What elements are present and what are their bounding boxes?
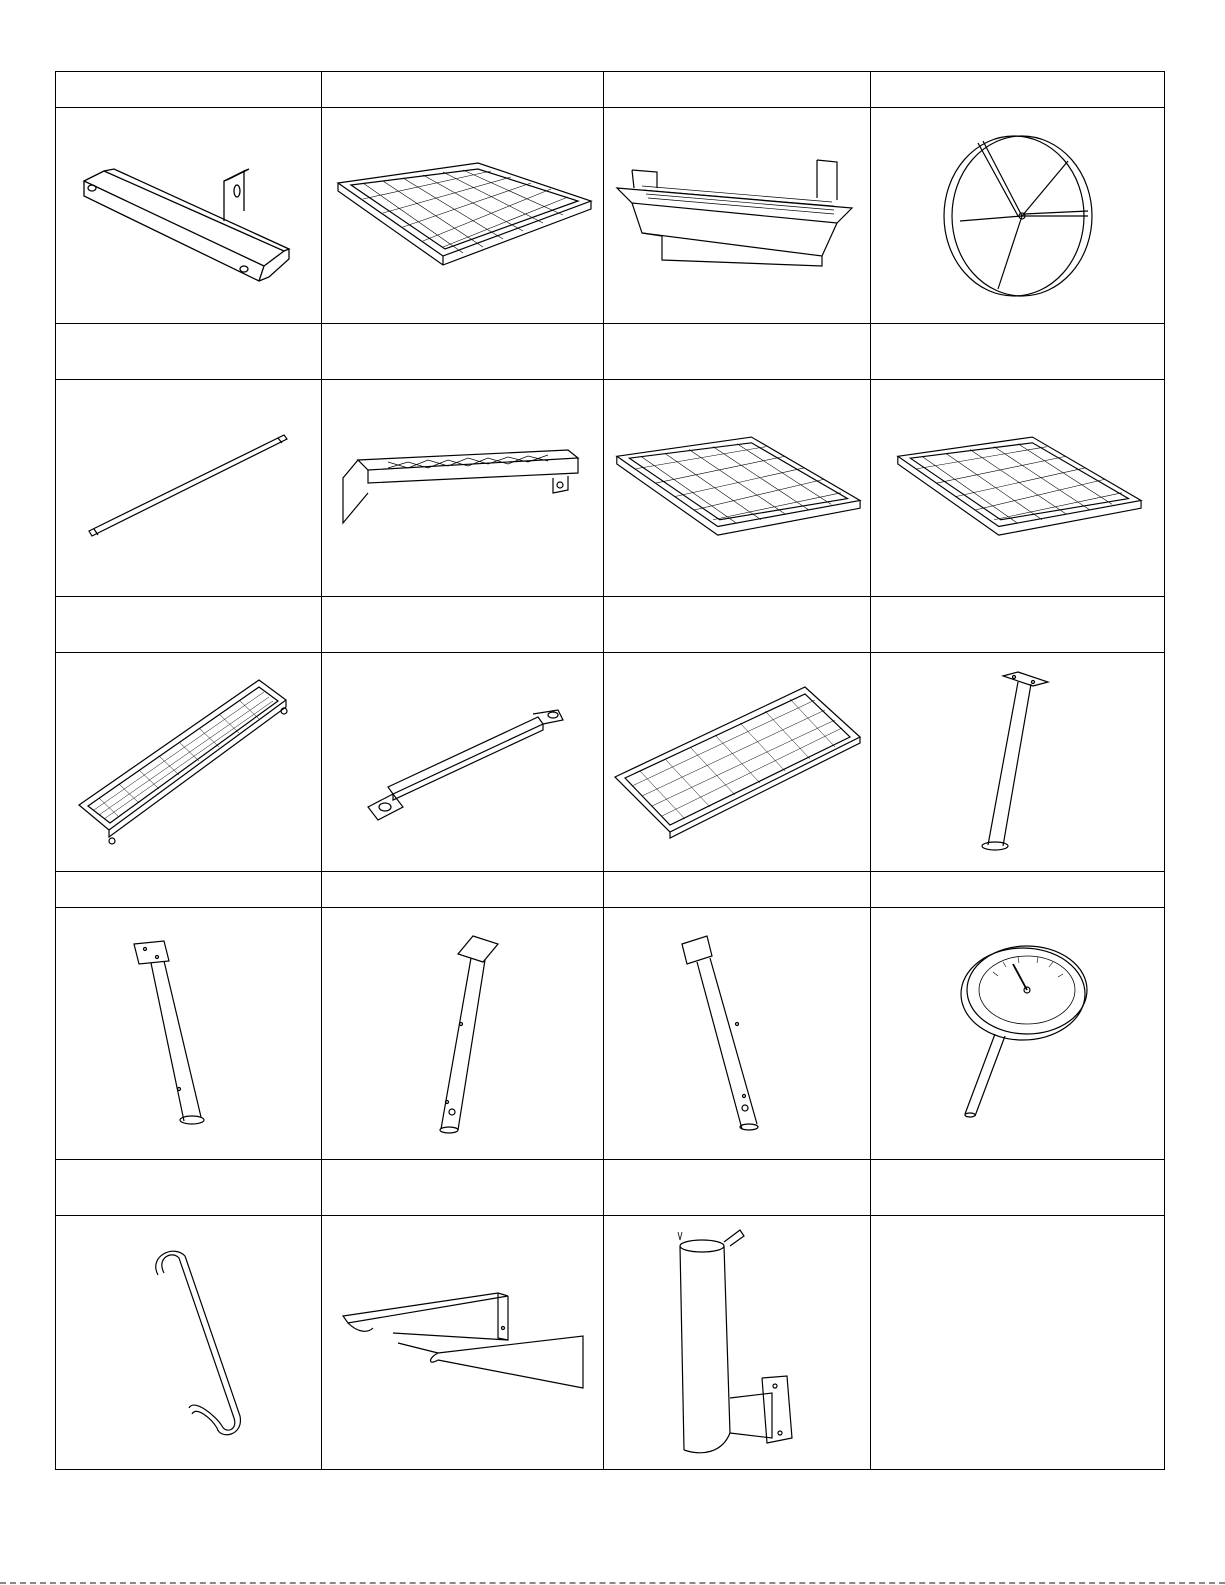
leg-with-wheel-hole-icon [677,934,797,1134]
part-cell [604,1216,871,1470]
part-cell [322,1216,604,1470]
long-grate-icon [74,675,304,850]
part-label [322,324,604,380]
damper-wheel-icon [938,131,1098,301]
part-cell [56,380,322,597]
part-cell [604,380,871,597]
leg-with-wheel-hole-icon [403,934,523,1134]
part-label [604,597,871,653]
angle-bracket-icon [74,141,304,291]
page-bottom-dashed-border [0,1582,1225,1584]
image-row [56,380,1165,597]
label-row [56,597,1165,653]
side-bracket-icon [338,1288,588,1398]
label-row [56,872,1165,908]
part-label [56,72,322,108]
label-row [56,324,1165,380]
support-brace-icon [358,702,568,822]
part-label [56,872,322,908]
part-label [322,72,604,108]
charcoal-basket-icon [612,158,862,273]
part-label [871,872,1165,908]
leg-icon [129,939,249,1129]
part-label [56,1160,322,1216]
axle-rod-icon [84,433,294,543]
part-cell [604,653,871,872]
part-label [604,72,871,108]
part-cell [871,908,1165,1160]
part-cell [871,653,1165,872]
part-label [322,597,604,653]
thermometer-icon [943,944,1093,1124]
parts-table [55,71,1165,1470]
part-label [56,597,322,653]
part-label [56,324,322,380]
part-cell [56,108,322,324]
part-cell [56,908,322,1160]
hook-icon [134,1248,244,1438]
part-cell [871,108,1165,324]
part-cell [56,653,322,872]
part-label [604,1160,871,1216]
empty-cell [871,1216,1165,1470]
part-label [871,72,1165,108]
part-cell [604,108,871,324]
label-row [56,72,1165,108]
front-shelf-icon [338,448,588,528]
cooking-grate-icon [333,161,593,271]
image-row [56,108,1165,324]
part-cell [322,908,604,1160]
part-label [604,324,871,380]
cooking-grate-icon [612,433,862,543]
part-cell [322,653,604,872]
part-label [322,1160,604,1216]
image-row [56,653,1165,872]
part-cell [56,1216,322,1470]
part-label [871,1160,1165,1216]
part-cell [871,380,1165,597]
chimney-stack-icon [672,1228,802,1458]
image-row [56,1216,1165,1470]
part-cell [604,908,871,1160]
part-cell [322,380,604,597]
part-label [322,872,604,908]
leg-icon [973,670,1063,855]
part-cell [322,108,604,324]
part-label [871,597,1165,653]
image-row [56,908,1165,1160]
part-label [604,872,871,908]
part-label [871,324,1165,380]
cooking-grate-icon [893,433,1143,543]
wide-grate-icon [610,682,865,842]
label-row [56,1160,1165,1216]
